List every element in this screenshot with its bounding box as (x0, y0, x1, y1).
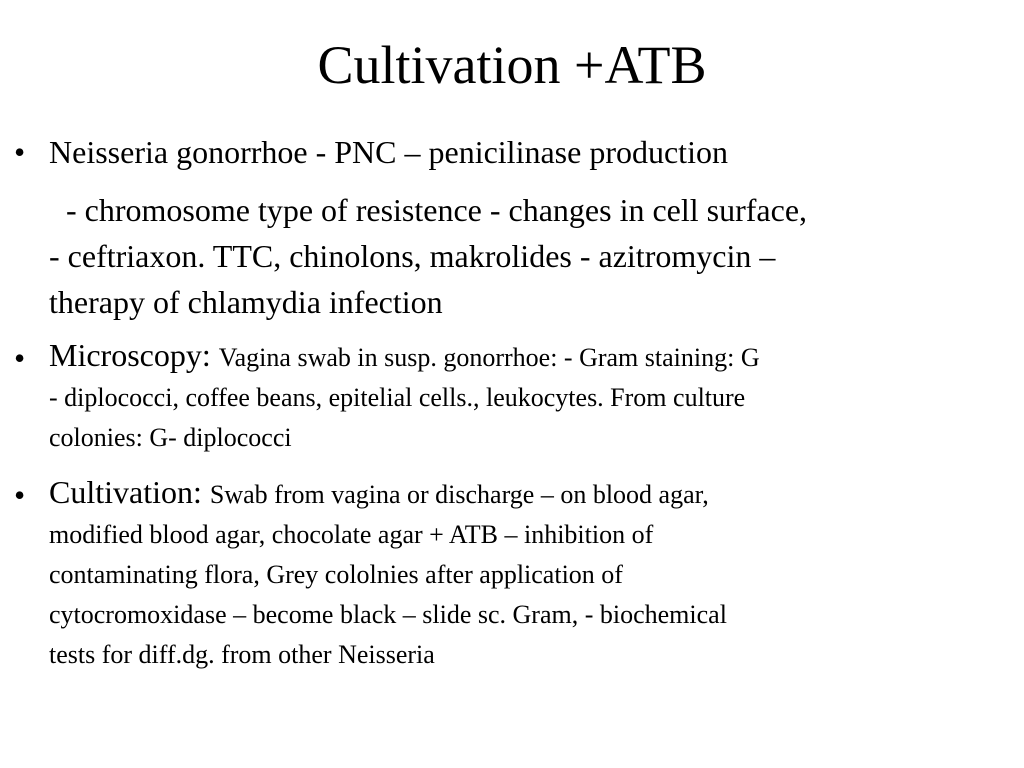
continuation-line: - ceftriaxon. TTC, chinolons, makrolides - azitromycin – (49, 238, 776, 274)
continuation-line: - chromosome type of resistence - changes in cell surface, (66, 192, 808, 228)
bullet-line: - diplococci, coffee beans, epitelial cells., leukocytes. From culture (49, 383, 746, 412)
bullet-first-line (49, 335, 982, 378)
bullet-line: colonies: G- diplococci (49, 423, 292, 452)
slide-body (14, 129, 982, 675)
bullet-continuation (49, 187, 982, 325)
bullet-first-line (49, 472, 982, 515)
bullet-line: modified blood agar, chocolate agar + ATB – inhibition of (49, 520, 654, 549)
bullet-line: cytocromoxidase – become black – slide sc. Gram, - biochemical (49, 600, 727, 629)
bullet-lead: Microscopy: (49, 337, 219, 373)
bullet-first-text: Vagina swab in susp. gonorrhoe: - Gram staining: G (218, 343, 760, 372)
bullet-line: contaminating flora, Grey cololnies after application of (49, 560, 623, 589)
continuation-line: therapy of chlamydia infection (49, 284, 443, 320)
bullet-line: tests for diff.dg. from other Neisseria (49, 640, 435, 669)
bullet-first-text: Swab from vagina or discharge – on blood agar, (209, 480, 709, 509)
bullet-lead: Cultivation: (49, 474, 210, 510)
slide-title: Cultivation +ATB (317, 35, 707, 95)
bullet-line: Neisseria gonorrhoe - PNC – penicilinase production (49, 134, 728, 170)
bullet-item-gonorrhoe (14, 129, 982, 325)
bullet-marker: • (14, 477, 26, 513)
bullet-marker: • (14, 340, 26, 376)
bullet-item-microscopy (14, 335, 982, 458)
bullet-marker: • (14, 134, 26, 170)
bullet-item-cultivation (14, 472, 982, 675)
